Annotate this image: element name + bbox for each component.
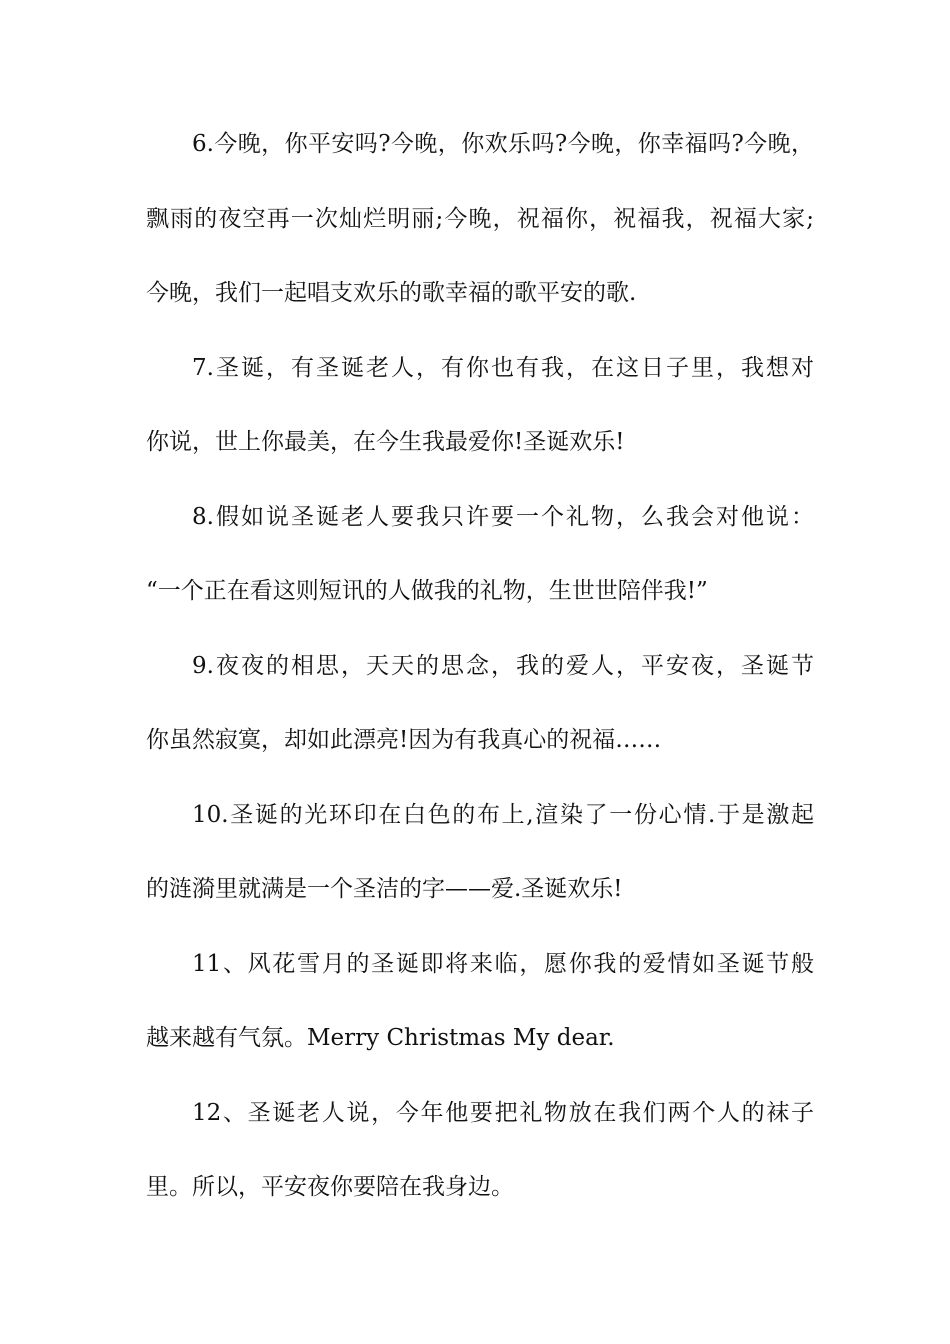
text-line: 7.圣诞，有圣诞老人，有你也有我，在这日子里，我想对 [192, 354, 814, 381]
document-body [146, 126, 814, 1244]
text-line: 的涟漪里就满是一个圣洁的字——爱.圣诞欢乐! [146, 876, 623, 902]
text-line: “一个正在看这则短讯的人做我的礼物，生世世陪伴我!” [146, 578, 708, 604]
text-line: 8.假如说圣诞老人要我只许要一个礼物，么我会对他说： [192, 503, 814, 530]
text-line: 里。所以，平安夜你要陪在我身边。 [146, 1174, 514, 1200]
text-line: 9.夜夜的相思，天天的思念，我的爱人，平安夜，圣诞节 [192, 652, 814, 679]
text-line: 12、圣诞老人说，今年他要把礼物放在我们两个人的袜子 [192, 1099, 814, 1126]
text-line: 11、风花雪月的圣诞即将来临，愿你我的爱情如圣诞节般 [192, 950, 814, 977]
text-line: 10.圣诞的光环印在白色的布上,渲染了一份心情.于是激起 [192, 801, 814, 828]
text-line: 6.今晚，你平安吗?今晚，你欢乐吗?今晚，你幸福吗?今晚， [192, 131, 814, 157]
text-line: 你说，世上你最美，在今生我最爱你!圣诞欢乐! [146, 429, 625, 455]
text-line: 飘雨的夜空再一次灿烂明丽;今晚，祝福你，祝福我，祝福大家; [146, 205, 814, 232]
text-line: 越来越有气氛。Merry Christmas My dear. [146, 1025, 615, 1051]
text-line: 今晚，我们一起唱支欢乐的歌幸福的歌平安的歌. [146, 280, 637, 306]
text-line: 你虽然寂寞，却如此漂亮!因为有我真心的祝福…… [146, 727, 662, 753]
